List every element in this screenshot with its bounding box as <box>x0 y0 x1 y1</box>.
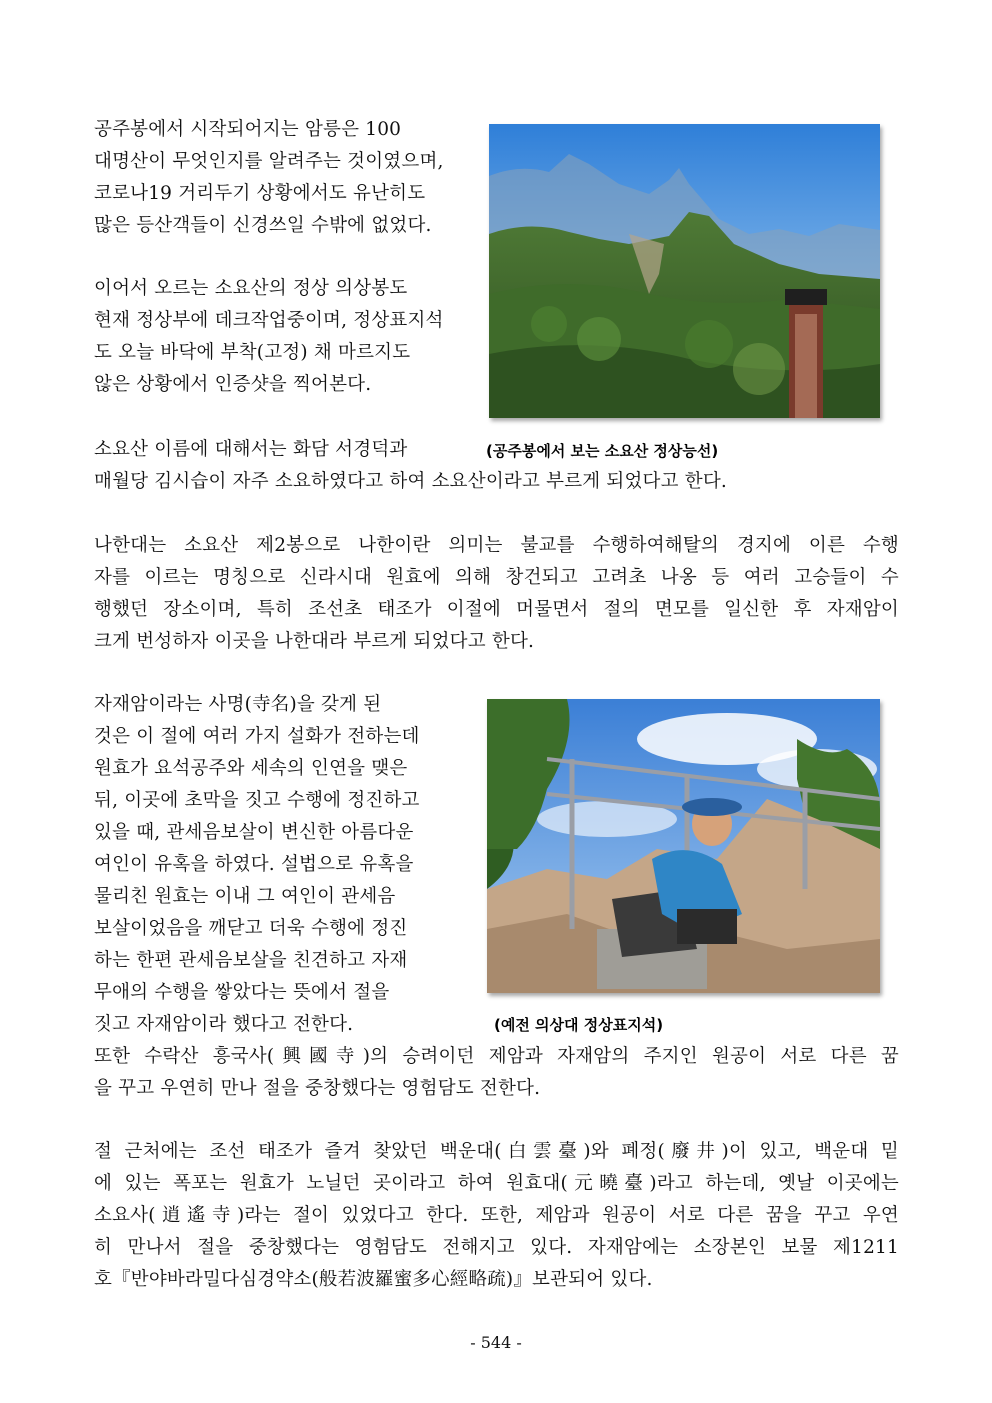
paragraph-line: 있을 때, 관세음보살이 변신한 아름다운 <box>94 822 414 843</box>
paragraph-line: 것은 이 절에 여러 가지 설화가 전하는데 <box>94 726 420 747</box>
photo-summit-marker <box>487 699 880 993</box>
paragraph-line: 도 오늘 바닥에 부착(고정) 채 마르지도 <box>94 342 411 363</box>
paragraph-line: 무애의 수행을 쌓았다는 뜻에서 절을 <box>94 982 390 1003</box>
page-number: - 544 - <box>470 1333 522 1352</box>
paragraph-line: 또한 수락산 흥국사(興國寺)의 승려이던 제암과 자재암의 주지인 원공이 서로 다른 꿈 <box>94 1046 899 1067</box>
paragraph-line: 현재 정상부에 데크작업중이며, 정상표지석 <box>94 310 444 331</box>
photo-caption: (공주봉에서 보는 소요산 정상능선) <box>486 442 719 460</box>
photo-caption: (예전 의상대 정상표지석) <box>494 1016 664 1034</box>
paragraph-line: 이어서 오르는 소요산의 정상 의상봉도 <box>94 278 408 299</box>
paragraph-line: 을 꾸고 우연히 만나 절을 중창했다는 영험담도 전한다. <box>94 1078 541 1099</box>
paragraph-line: 자재암이라는 사명(寺名)을 갖게 된 <box>94 694 382 715</box>
paragraph-line: 나한대는 소요산 제2봉으로 나한이란 의미는 불교를 수행하여해탈의 경지에 이른 수행 <box>94 535 899 556</box>
paragraph-line: 매월당 김시습이 자주 소요하였다고 하여 소요산이라고 부르게 되었다고 한다. <box>94 471 728 492</box>
paragraph-line: 보살이었음을 깨닫고 더욱 수행에 정진 <box>94 918 408 939</box>
paragraph-line: 소요산 이름에 대해서는 화담 서경덕과 <box>94 439 408 460</box>
paragraph-line: 크게 번성하자 이곳을 나한대라 부르게 되었다고 한다. <box>94 631 535 652</box>
paragraph-line: 대명산이 무엇인지를 알려주는 것이였으며, <box>94 151 444 172</box>
paragraph-line: 코로나19 거리두기 상황에서도 유난히도 <box>94 183 426 204</box>
paragraph-line: 호『반야바라밀다심경약소(般若波羅蜜多心經略疏)』보관되어 있다. <box>94 1269 653 1290</box>
paragraph-line: 소요사(逍遙寺)라는 절이 있었다고 한다. 또한, 제암과 원공이 서로 다른 꿈을 꾸고 우연 <box>94 1205 899 1226</box>
paragraph-line: 많은 등산객들이 신경쓰일 수밖에 없었다. <box>94 215 432 236</box>
photo-mountain-ridge <box>489 124 880 418</box>
paragraph-line: 하는 한편 관세음보살을 친견하고 자재 <box>94 950 408 971</box>
paragraph-line: 않은 상황에서 인증샷을 찍어본다. <box>94 374 372 395</box>
paragraph-line: 원효가 요석공주와 세속의 인연을 맺은 <box>94 758 408 779</box>
paragraph-line: 자를 이르는 명칭으로 신라시대 원효에 의해 창건되고 고려초 나옹 등 여러 고승들이 수 <box>94 567 899 588</box>
paragraph-line: 뒤, 이곳에 초막을 짓고 수행에 정진하고 <box>94 790 420 811</box>
summit-marker-image <box>487 699 880 993</box>
paragraph-line: 행했던 장소이며, 특히 조선초 태조가 이절에 머물면서 절의 면모를 일신한 후 자재암이 <box>94 599 899 620</box>
paragraph-line: 물리친 원효는 이내 그 여인이 관세음 <box>94 886 396 907</box>
paragraph-line: 여인이 유혹을 하였다. 설법으로 유혹을 <box>94 854 414 875</box>
mountain-ridge-image <box>489 124 880 418</box>
paragraph-line: 짓고 자재암이라 했다고 전한다. <box>94 1014 354 1035</box>
paragraph-line: 공주봉에서 시작되어지는 암릉은 100 <box>94 119 402 140</box>
paragraph-line: 에 있는 폭포는 원효가 노닐던 곳이라고 하여 원효대(元曉臺)라고 하는데, 옛날 이곳에는 <box>94 1173 899 1194</box>
paragraph-line: 절 근처에는 조선 태조가 즐겨 찾았던 백운대(白雲臺)와 폐정(廢井)이 있고, 백운대 밑 <box>94 1141 899 1162</box>
paragraph-line: 히 만나서 절을 중창했다는 영험담도 전해지고 있다. 자재암에는 소장본인 보물 제1211 <box>94 1237 899 1258</box>
